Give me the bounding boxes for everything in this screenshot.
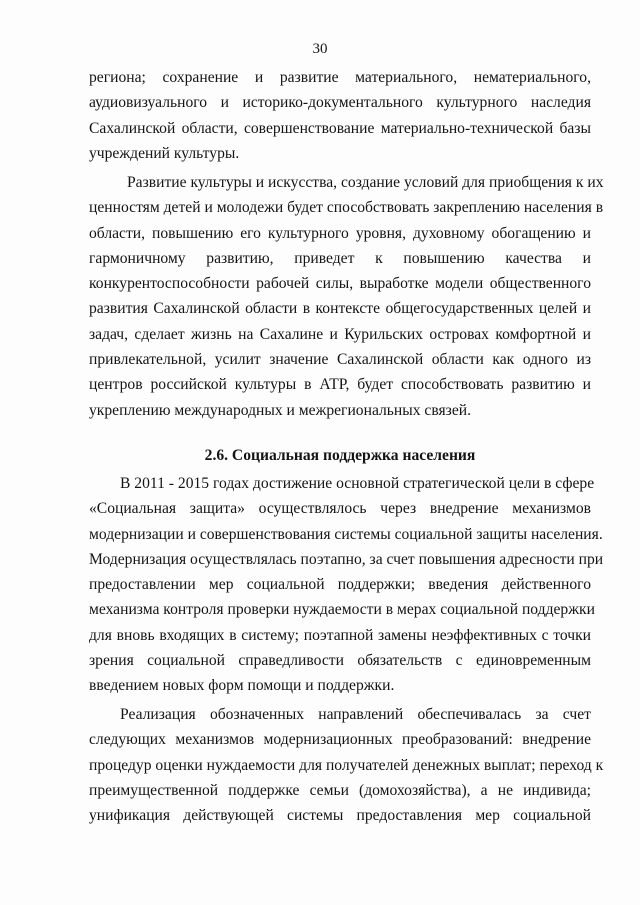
text-line: Сахалинской области, совершенствование материально-технической базы	[89, 119, 591, 137]
text-line: ценностям детей и молодежи будет способствовать закреплению населения в	[89, 199, 604, 217]
text-line: развития Сахалинской области в контексте общегосударственных целей и	[89, 300, 591, 318]
text-line: Развитие культуры и искусства, создание условий для приобщения к их	[127, 174, 604, 191]
paragraph-implementation	[89, 702, 604, 828]
text-line: Реализация обозначенных направлений обеспечивалась за счет	[120, 706, 591, 723]
text-line: укреплению международных и межрегиональных связей.	[89, 401, 471, 419]
text-line: зрения социальной справедливости обязательств с единовременным	[89, 652, 591, 670]
text-line: В 2011 - 2015 годах достижение основной стратегической цели в сфере	[120, 475, 595, 492]
text-line: введением новых форм помощи и поддержки.	[89, 677, 395, 695]
text-line: механизма контроля проверки нуждаемости в мерах социальной поддержки	[89, 601, 595, 619]
text-line: региона; сохранение и развитие материального, нематериального,	[89, 69, 591, 86]
text-line: предоставлении мер социальной поддержки; введения действенного	[89, 576, 591, 594]
text-line: области, повышению его культурного уровня, духовному обогащению и	[89, 224, 591, 242]
text-line: следующих механизмов модернизационных преобразований: внедрение	[89, 731, 591, 749]
text-line: гармоничному развитию, приведет к повышению качества и	[89, 249, 591, 267]
text-line: «Социальная защита» осуществлялось через внедрение механизмов	[89, 500, 591, 518]
text-line: конкурентоспособности рабочей силы, выработке модели общественного	[89, 275, 591, 293]
paragraph-culture-development	[89, 170, 604, 423]
page-number: 30	[312, 41, 328, 57]
text-line: привлекательной, усилит значение Сахалинской области как одного из	[89, 351, 591, 369]
text-line: задач, сделает жизнь на Сахалине и Курильских островах комфортной и	[89, 325, 591, 343]
text-line: учреждений культуры.	[89, 144, 240, 162]
paragraph-social-protection	[89, 471, 604, 699]
text-line: процедур оценки нуждаемости для получателей денежных выплат; переход к	[89, 756, 604, 774]
text-line: Модернизация осуществлялась поэтапно, за счет повышения адресности при	[89, 550, 604, 568]
text-line: аудиовизуального и историко-документального культурного наследия	[89, 94, 591, 112]
text-line: центров российской культуры в АТР, будет способствовать развитию и	[89, 376, 591, 394]
text-line: модернизации и совершенствования системы социальной защиты населения.	[89, 525, 603, 543]
text-line: преимущественной поддержке семьи (домохозяйства), а не индивида;	[89, 781, 591, 799]
paragraph-continuation	[89, 65, 591, 166]
text-line: унификация действующей системы предоставления мер социальной	[89, 807, 591, 825]
section-heading: 2.6. Социальная поддержка населения	[204, 447, 476, 464]
text-line: для вновь входящих в систему; поэтапной замены неэффективных с точки	[89, 626, 591, 644]
